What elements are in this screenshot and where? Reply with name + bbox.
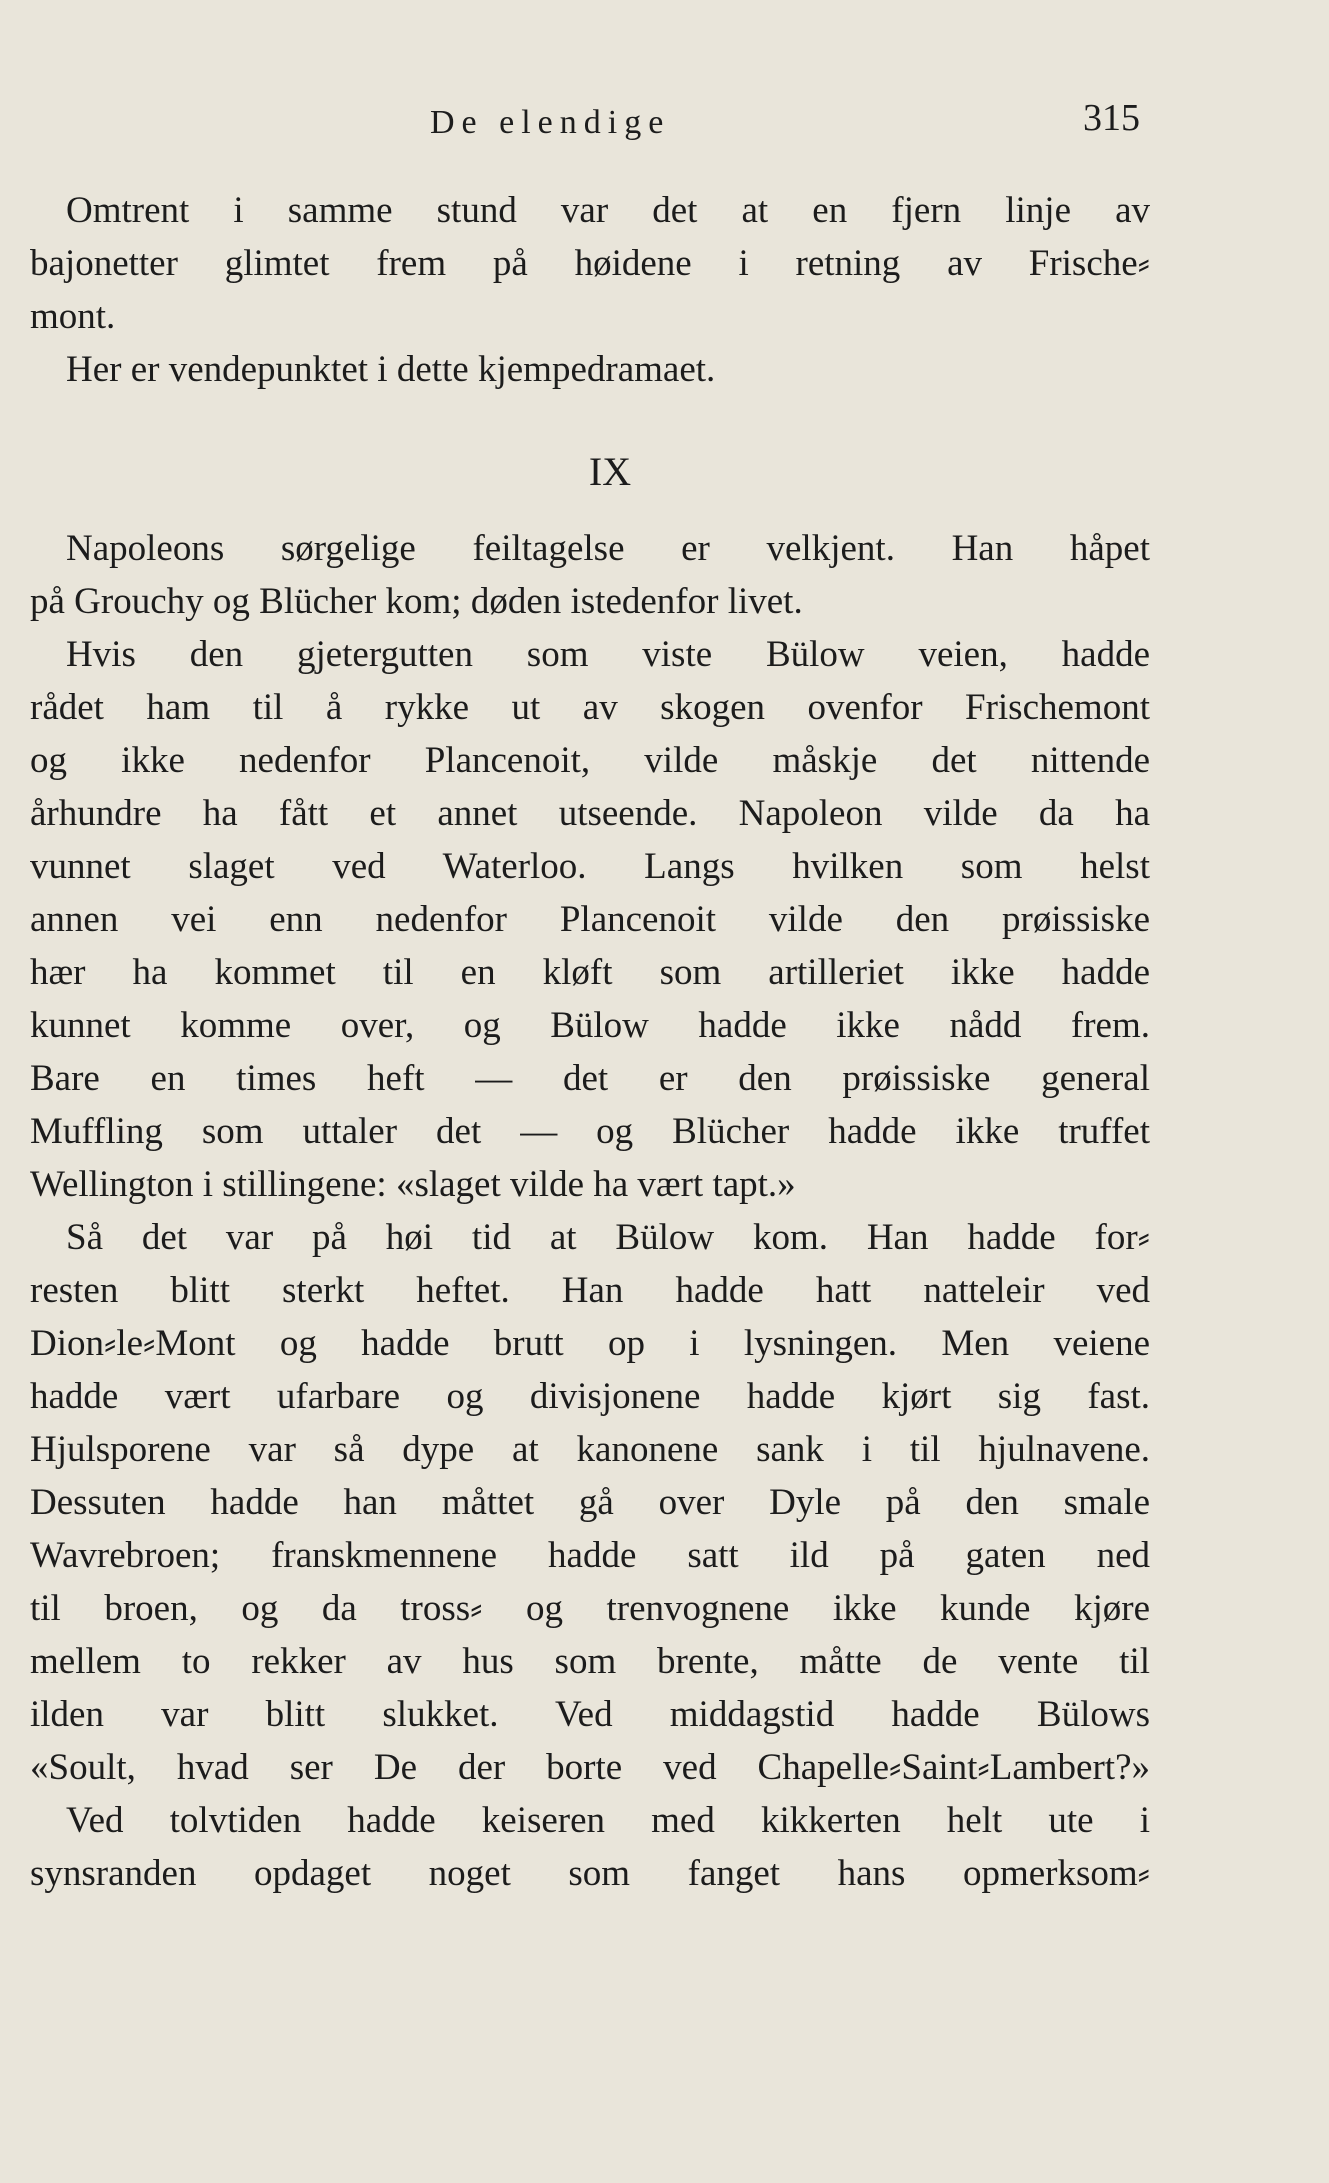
body-text (30, 184, 1150, 1900)
text-line: mellem to rekker av hus som brente, måtte de vente til (30, 1641, 1150, 1682)
text-line: Dessuten hadde han måttet gå over Dyle på den smale (30, 1482, 1150, 1523)
text-line: rådet ham til å rykke ut av skogen ovenfor Frischemont (30, 687, 1150, 728)
text-line: Her er vendepunktet i dette kjempedramaet. (66, 349, 716, 390)
text-line: Hvis den gjetergutten som viste Bülow veien, hadde (66, 634, 1150, 675)
text-line: hadde vært ufarbare og divisjonene hadde kjørt sig fast. (30, 1376, 1150, 1417)
text-line: «Soult, hvad ser De der borte ved Chapelle⸗Saint⸗Lambert?» (30, 1747, 1150, 1788)
section-spacer (30, 396, 1150, 422)
text-line: vunnet slaget ved Waterloo. Langs hvilken som helst (30, 846, 1150, 887)
text-line: ilden var blitt slukket. Ved middagstid hadde Bülows (30, 1694, 1150, 1735)
text-line: Bare en times heft — det er den prøissiske general (30, 1058, 1150, 1099)
page-header (30, 96, 1140, 148)
text-line: synsranden opdaget noget som fanget hans opmerksom⸗ (30, 1853, 1150, 1894)
text-line: og ikke nedenfor Plancenoit, vilde måskje det nittende (30, 740, 1150, 781)
chapter-heading: IX (588, 449, 632, 494)
text-line: resten blitt sterkt heftet. Han hadde hatt natteleir ved (30, 1270, 1150, 1311)
text-line: hær ha kommet til en kløft som artilleriet ikke hadde (30, 952, 1150, 993)
text-line: Wellington i stillingene: «slaget vilde ha vært tapt.» (30, 1164, 796, 1205)
text-line: på Grouchy og Blücher kom; døden istedenfor livet. (30, 581, 803, 622)
text-line: århundre ha fått et annet utseende. Napoleon vilde da ha (30, 793, 1150, 834)
text-line: Så det var på høi tid at Bülow kom. Han hadde for⸗ (66, 1217, 1150, 1258)
page-number: 315 (1083, 97, 1140, 139)
text-line: Wavrebroen; franskmennene hadde satt ild på gaten ned (30, 1535, 1150, 1576)
text-line: Napoleons sørgelige feiltagelse er velkjent. Han håpet (66, 528, 1150, 569)
text-line: Muffling som uttaler det — og Blücher hadde ikke truffet (30, 1111, 1150, 1152)
text-line: Hjulsporene var så dype at kanonene sank i til hjulnavene. (30, 1429, 1150, 1470)
text-line: til broen, og da tross⸗ og trenvognene ikke kunde kjøre (30, 1588, 1150, 1629)
text-line: kunnet komme over, og Bülow hadde ikke nådd frem. (30, 1005, 1150, 1046)
text-line: Dion⸗le⸗Mont og hadde brutt op i lysningen. Men veiene (30, 1323, 1150, 1364)
text-line: mont. (30, 296, 116, 337)
text-line: Ved tolvtiden hadde keiseren med kikkerten helt ute i (66, 1800, 1150, 1841)
text-line: annen vei enn nedenfor Plancenoit vilde den prøissiske (30, 899, 1150, 940)
text-line: Omtrent i samme stund var det at en fjern linje av (66, 190, 1150, 231)
running-title: De elendige (430, 104, 671, 141)
text-line: bajonetter glimtet frem på høidene i retning av Frische⸗ (30, 243, 1150, 284)
